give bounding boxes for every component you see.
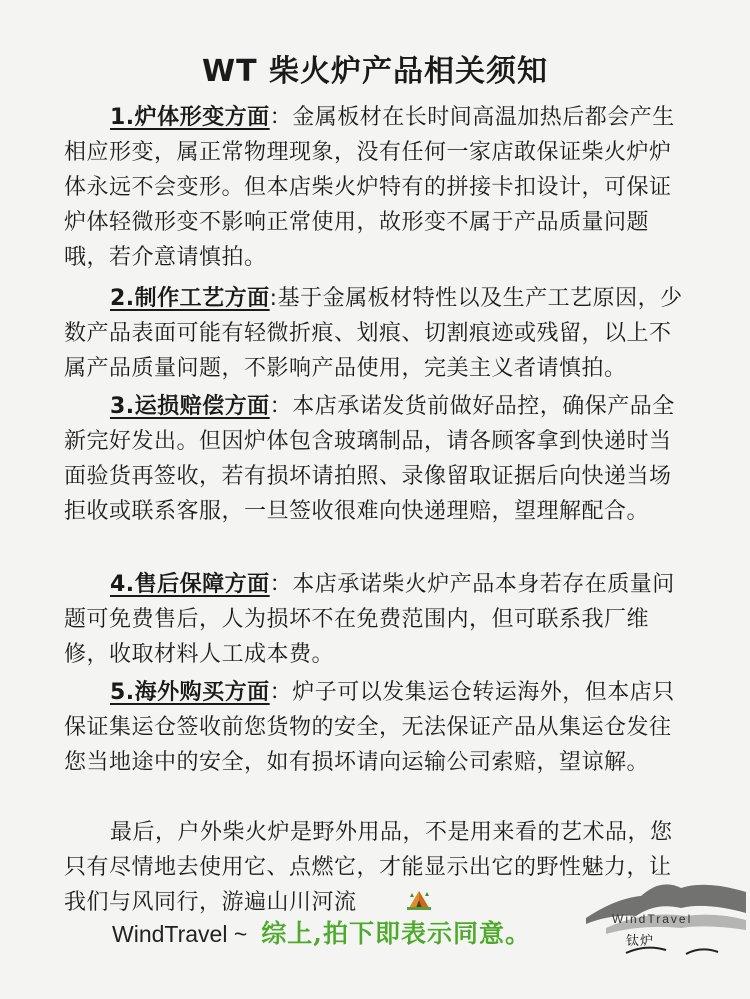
section-heading: 2.制作工艺方面 xyxy=(110,286,270,311)
section-heading: 4.售后保障方面 xyxy=(110,572,270,597)
section-body: 金属板材在长时间高温加热后都会产生相应形变，属正常物理现象，没有任何一家店敢保证柴火炉炉体永远不会变形。但本店柴火炉特有的拼接卡扣设计，可保证炉体轻微形变不影响正常使用，故形变不属于产品质量问题哦，若介意请慎拍。 xyxy=(64,105,675,270)
brand-name: WindTravel ~ xyxy=(112,921,248,947)
logo-wordmark: WindTravel xyxy=(612,912,693,926)
section-heading: 5.海外购买方面 xyxy=(110,680,270,705)
section-shipping-damage xyxy=(64,389,692,529)
section-body: 本店承诺发货前做好品控，确保产品全新完好发出。但因炉体包含玻璃制品，请各顾客拿到快递时当面验货再签收，若有损坏请拍照、录像留取证据后向快递当场拒收或联系客服，一旦签收很难向快递理赔，望理解配合。 xyxy=(64,394,675,524)
section-separator: : xyxy=(269,286,278,311)
section-craftsmanship xyxy=(64,281,692,386)
section-separator: ： xyxy=(269,680,293,705)
section-heading: 3.运损赔偿方面 xyxy=(110,394,270,419)
section-separator: ： xyxy=(269,394,293,419)
section-body: 本店承诺柴火炉产品本身若存在质量问题可免费售后，人为损坏不在免费范围内，但可联系我厂维修，收取材料人工成本费。 xyxy=(64,572,675,667)
page-title: WT 柴火炉产品相关须知 xyxy=(202,54,548,89)
section-separator: ： xyxy=(269,572,293,597)
section-overseas xyxy=(64,675,692,780)
section-deformation xyxy=(64,100,692,275)
section-heading: 1.炉体形变方面 xyxy=(110,105,270,130)
section-body: 基于金属板材特性以及生产工艺原因，少数产品表面可能有轻微折痕、划痕、切割痕迹或残留，以上不属产品质量问题，不影响产品使用，完美主义者请慎拍。 xyxy=(64,286,683,381)
closing-signoff xyxy=(112,914,531,950)
logo-chinese-mark: 钛炉 xyxy=(626,934,655,949)
section-after-sales xyxy=(64,567,692,672)
section-body: 炉子可以发集运仓转运海外，但本店只保证集运仓签收前您货物的安全，无法保证产品从集运仓发往您当地途中的安全，如有损坏请向运输公司索赔，望谅解。 xyxy=(64,680,675,775)
closing-text: 最后，户外柴火炉是野外用品，不是用来看的艺术品，您只有尽情地去使用它、点燃它，才能显示出它的野性魅力，让我们与风同行，游遍山川河流 xyxy=(64,820,673,915)
section-separator: ： xyxy=(269,105,293,130)
agreement-notice: 综上,拍下即表示同意。 xyxy=(261,919,531,948)
